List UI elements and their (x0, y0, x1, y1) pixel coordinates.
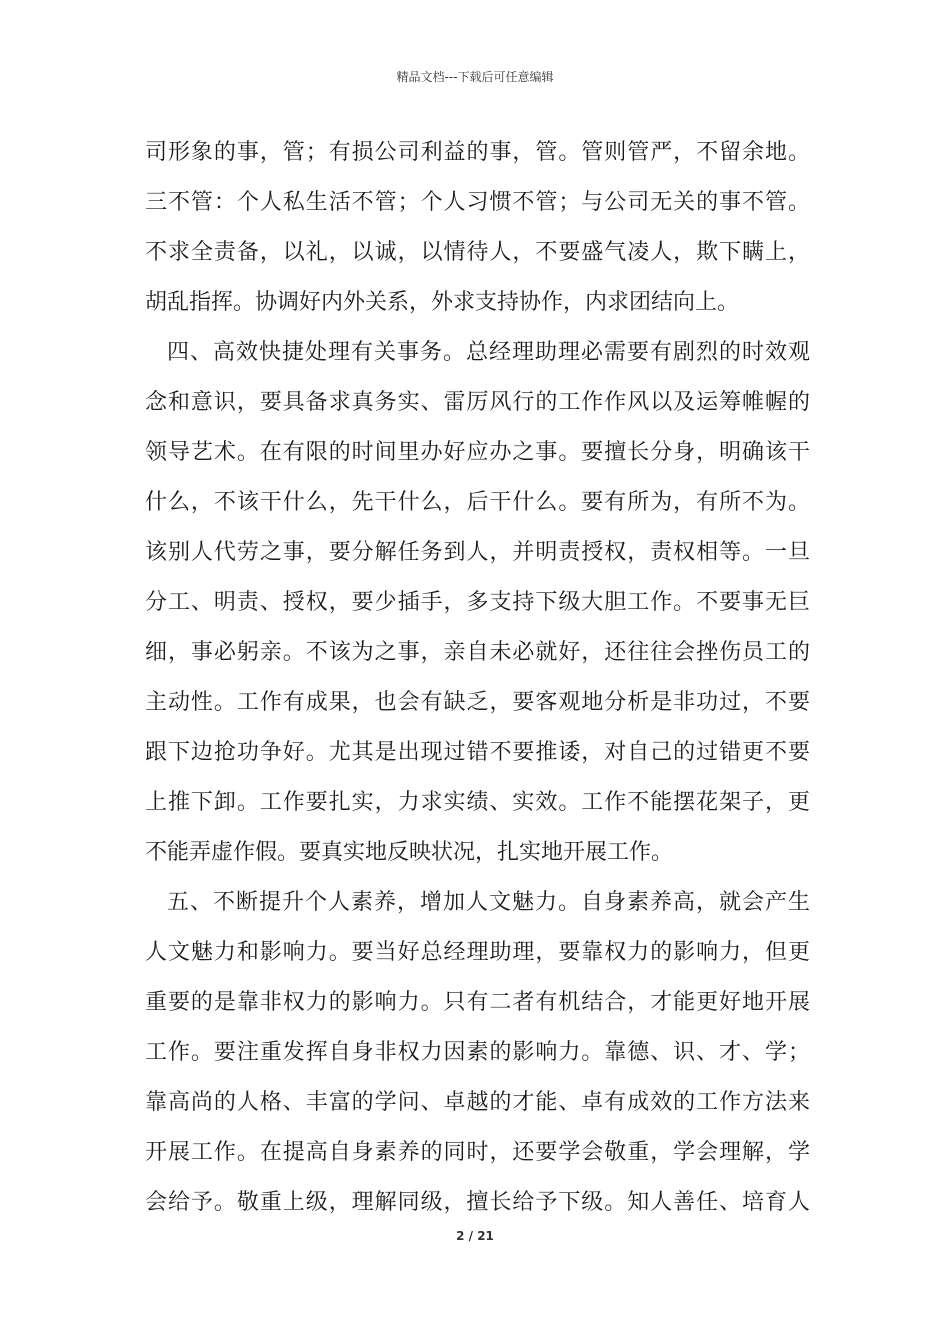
text-line: 胡乱指挥。协调好内外关系，外求支持协作，内求团结向上。 (145, 290, 740, 315)
text-line: 重要的是靠非权力的影响力。只有二者有机结合，才能更好地开展 (145, 990, 810, 1015)
text-line: 领导艺术。在有限的时间里办好应办之事。要擅长分身，明确该干 (145, 440, 810, 465)
page-header: 精品文档---下载后可任意编辑 (396, 70, 554, 84)
text-line: 不求全责备，以礼，以诚，以情待人，不要盛气凌人，欺下瞒上， (145, 240, 810, 265)
text-line: 司形象的事，管；有损公司利益的事，管。管则管严，不留余地。 (145, 140, 810, 165)
page-current: 2 (456, 1229, 465, 1243)
page-number (0, 1229, 950, 1243)
text-line: 五、不断提升个人素养，增加人文魅力。自身素养高，就会产生 (167, 890, 810, 915)
text-line: 工作。要注重发挥自身非权力因素的影响力。靠德、识、才、学； (145, 1040, 810, 1065)
text-line: 人文魅力和影响力。要当好总经理助理，要靠权力的影响力，但更 (145, 940, 810, 965)
text-line: 会给予。敬重上级，理解同级，擅长给予下级。知人善任、培育人 (145, 1190, 810, 1215)
page-separator: / (464, 1229, 478, 1243)
text-line: 念和意识，要具备求真务实、雷厉风行的工作作风以及运筹帷幄的 (145, 390, 810, 415)
text-line: 开展工作。在提高自身素养的同时，还要学会敬重，学会理解，学 (145, 1140, 810, 1165)
text-line: 细，事必躬亲。不该为之事，亲自未必就好，还往往会挫伤员工的 (145, 640, 810, 665)
text-line: 主动性。工作有成果，也会有缺乏，要客观地分析是非功过，不要 (145, 690, 810, 715)
body-text (145, 128, 810, 1228)
text-line: 什么，不该干什么，先干什么，后干什么。要有所为，有所不为。 (145, 490, 810, 515)
text-line: 三不管：个人私生活不管；个人习惯不管；与公司无关的事不管。 (145, 190, 810, 215)
text-line: 跟下边抢功争好。尤其是出现过错不要推诿，对自己的过错更不要 (145, 740, 810, 765)
text-line: 不能弄虚作假。要真实地反映状况，扎实地开展工作。 (145, 840, 674, 865)
text-line: 该别人代劳之事，要分解任务到人，并明责授权，责权相等。一旦 (145, 540, 810, 565)
text-line: 靠高尚的人格、丰富的学问、卓越的才能、卓有成效的工作方法来 (145, 1090, 810, 1115)
text-line: 上推下卸。工作要扎实，力求实绩、实效。工作不能摆花架子，更 (145, 790, 810, 815)
text-line: 四、高效快捷处理有关事务。总经理助理必需要有剧烈的时效观 (167, 340, 810, 365)
text-line: 分工、明责、授权，要少插手，多支持下级大胆工作。不要事无巨 (145, 590, 810, 615)
page-total: 21 (477, 1229, 494, 1243)
